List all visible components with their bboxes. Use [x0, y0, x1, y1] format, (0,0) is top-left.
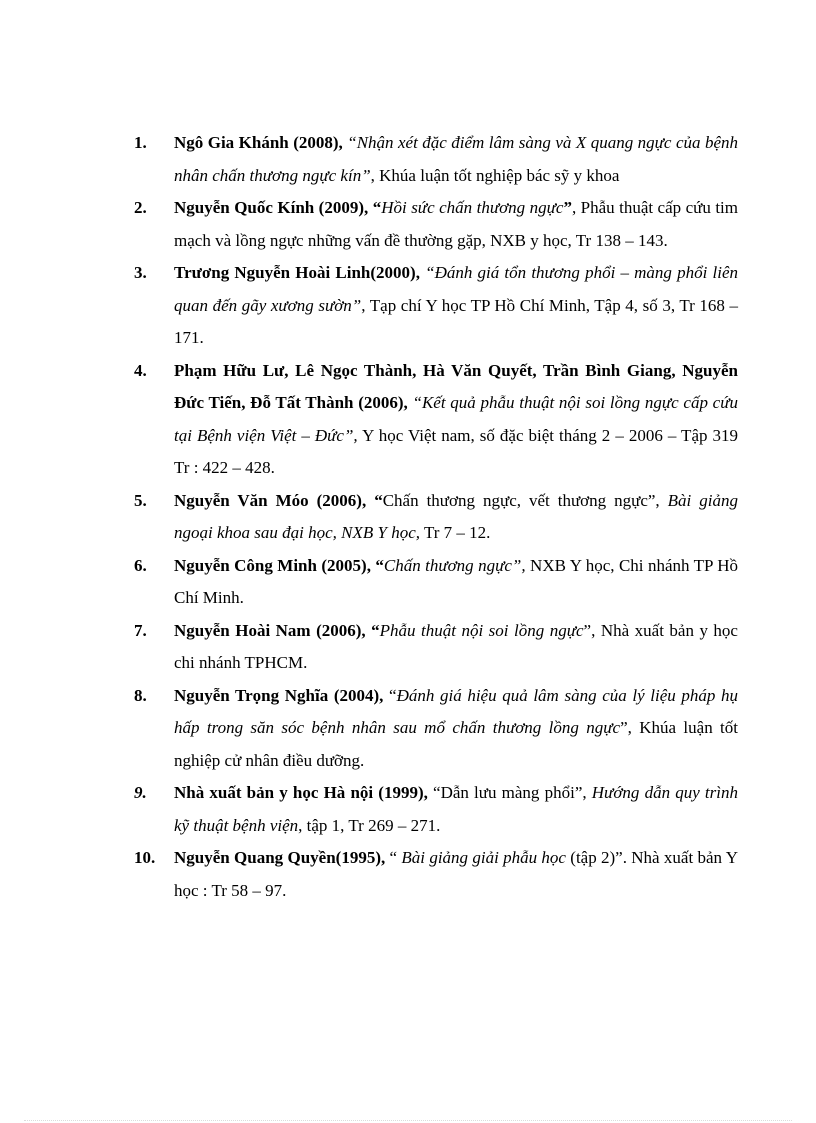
- reference-text: Chấn thương ngực, vết thương ngực: [382, 490, 648, 510]
- reference-number: 3.: [134, 263, 147, 282]
- reference-author: Nguyễn Văn Móo (2006), “: [174, 490, 383, 510]
- reference-title: Chấn thương ngực”,: [383, 555, 526, 575]
- reference-title: “Nhận xét đặc điểm lâm sàng và X quang ngực của bệnh nhân chấn thương ngực kín”: [174, 133, 739, 185]
- reference-text: , Phẫu thuật cấp cứu tim mạch và lồng ngực những vấn đề thường gặp, NXB y học, Tr 138 – 143.: [174, 198, 738, 250]
- page-bottom-divider: [24, 1120, 792, 1121]
- reference-title: Bài giảng ngoại khoa sau đại học, NXB Y học,: [174, 490, 738, 542]
- reference-title: “Đánh giá tổn thương phổi – màng phổi liên quan đến gãy xương sườn”: [174, 263, 738, 315]
- reference-text: Y học Việt nam, số đặc biệt tháng 2 – 2006 – Tập 319 Tr : 422 – 428.: [174, 425, 739, 477]
- reference-author: Trương Nguyễn Hoài Linh(2000),: [174, 263, 426, 282]
- reference-author: Nguyễn Hoài Nam (2006), “: [174, 620, 380, 640]
- reference-text: “: [389, 848, 402, 867]
- reference-item: [134, 680, 738, 778]
- reference-number: 7.: [134, 620, 147, 640]
- reference-text: Tr 7 – 12.: [420, 523, 491, 542]
- reference-author: Nguyễn Quốc Kính (2009), “: [174, 198, 382, 217]
- reference-author: Nguyễn Công Minh (2005), “: [174, 555, 384, 575]
- reference-item: [134, 127, 738, 192]
- reference-number: 6.: [134, 555, 147, 575]
- reference-item: [134, 615, 738, 680]
- reference-text: NXB Y học, Chi nhánh TP Hồ Chí Minh.: [174, 555, 738, 607]
- reference-author: Ngô Gia Khánh (2008),: [174, 133, 348, 152]
- reference-title: Bài giảng giải phẫu học: [401, 848, 566, 867]
- reference-number: 10.: [134, 848, 156, 867]
- reference-text: , Tạp chí Y học TP Hồ Chí Minh, Tập 4, số 3, Tr 168 – 171.: [174, 295, 738, 347]
- reference-item: [134, 257, 738, 355]
- reference-text: ”, Nhà xuất bản y học chi nhánh TPHCM.: [174, 620, 738, 672]
- reference-text: , Khúa luận tốt nghiệp bác sỹ y khoa: [370, 165, 620, 185]
- reference-text: “Dẫn lưu màng phổi”,: [433, 783, 592, 802]
- reference-item: [134, 777, 738, 842]
- reference-text: ”,: [647, 490, 668, 510]
- reference-number: 2.: [134, 198, 147, 217]
- reference-text: ”, Khúa luận tốt nghiệp cử nhân điều dưỡng.: [174, 718, 738, 770]
- reference-title: Hướng dẫn quy trình kỹ thuật bệnh viện: [174, 783, 738, 835]
- reference-author: ”: [563, 198, 572, 217]
- reference-item: [134, 355, 738, 485]
- reference-number: 1.: [134, 133, 147, 152]
- reference-item: [134, 192, 738, 257]
- reference-item: [134, 550, 738, 615]
- reference-text: “: [389, 685, 397, 705]
- reference-number: 4.: [134, 360, 147, 380]
- reference-author: Phạm Hữu Lư, Lê Ngọc Thành, Hà Văn Quyết, Trần Bình Giang, Nguyễn Đức Tiến, Đỗ Tất Thành (2006),: [174, 360, 738, 412]
- reference-title: Phẫu thuật nội soi lồng ngực: [379, 620, 584, 640]
- reference-text: (tập 2)”. Nhà xuất bản Y học : Tr 58 – 97.: [174, 848, 738, 900]
- reference-title: “Kết quả phẫu thuật nội soi lồng ngực cấp cứu tại Bệnh viện Việt – Đức”,: [174, 393, 738, 445]
- reference-text: , tập 1, Tr 269 – 271.: [298, 815, 441, 835]
- reference-author: Nhà xuất bản y học Hà nội (1999),: [174, 783, 434, 802]
- reference-author: Nguyễn Quang Quyền(1995),: [174, 848, 390, 867]
- reference-item: [134, 485, 738, 550]
- reference-item: [134, 842, 738, 907]
- reference-title: Hồi sức chấn thương ngực: [381, 198, 564, 217]
- reference-number: 8.: [134, 685, 147, 705]
- reference-author: Nguyễn Trọng Nghĩa (2004),: [174, 685, 390, 705]
- reference-number: 9.: [134, 783, 147, 802]
- reference-number: 5.: [134, 490, 147, 510]
- reference-title: Đánh giá hiệu quả lâm sàng của lý liệu pháp hụ hấp trong săn sóc bệnh nhân sau mổ chấn thương lồng ngực: [174, 685, 738, 737]
- reference-list: [134, 127, 738, 907]
